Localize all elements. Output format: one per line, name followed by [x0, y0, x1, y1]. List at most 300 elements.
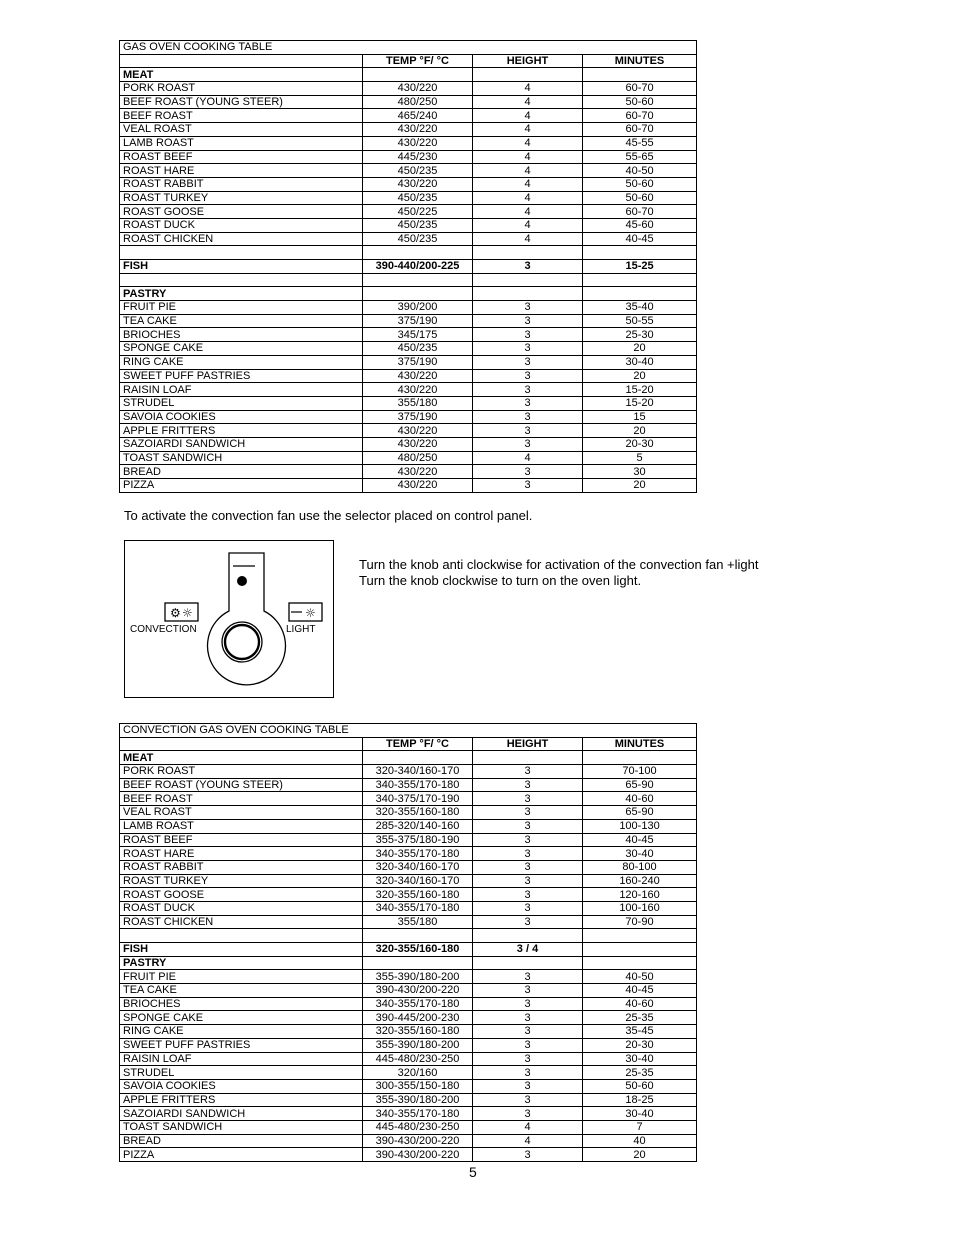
- cell-temp: 430/220: [363, 383, 473, 397]
- table-title: CONVECTION GAS OVEN COOKING TABLE: [120, 724, 697, 738]
- cell-height: 3: [473, 915, 583, 929]
- cell-temp: 390-430/200-220: [363, 984, 473, 998]
- cell-height: 4: [473, 123, 583, 137]
- cell-temp: 320-355/160-180: [363, 943, 473, 957]
- cell-temp: 285-320/140-160: [363, 819, 473, 833]
- cell-temp: 355-375/180-190: [363, 833, 473, 847]
- cell-minutes: 15-20: [583, 383, 697, 397]
- cell-temp: 345/175: [363, 328, 473, 342]
- cell-height: 4: [473, 136, 583, 150]
- cell-height: 3: [473, 1038, 583, 1052]
- header-cell: [120, 737, 363, 751]
- cell-temp: 450/235: [363, 164, 473, 178]
- header-height: HEIGHT: [473, 54, 583, 68]
- cell-temp: 375/190: [363, 314, 473, 328]
- table-row: [120, 1052, 697, 1066]
- cell-height: 3: [473, 369, 583, 383]
- cell-height: 4: [473, 1134, 583, 1148]
- cell-minutes: 40-45: [583, 984, 697, 998]
- cell-height: 3: [473, 355, 583, 369]
- cell-height: 3: [473, 1107, 583, 1121]
- cell-height: 3: [473, 1079, 583, 1093]
- cell-food: ROAST GOOSE: [120, 888, 363, 902]
- light-label: LIGHT: [286, 624, 316, 635]
- cell-temp: 340-355/170-180: [363, 847, 473, 861]
- cell-temp: 465/240: [363, 109, 473, 123]
- cell-minutes: 45-60: [583, 218, 697, 232]
- cell-temp: 430/220: [363, 479, 473, 493]
- svg-text:☼: ☼: [182, 606, 193, 620]
- cell-minutes: 45-55: [583, 136, 697, 150]
- cell-food: SWEET PUFF PASTRIES: [120, 369, 363, 383]
- table-row: [120, 164, 697, 178]
- cell-minutes: 50-60: [583, 1079, 697, 1093]
- table-row: [120, 833, 697, 847]
- table-row: [120, 1079, 697, 1093]
- cell-height: 3: [473, 833, 583, 847]
- header-temp: TEMP °F/ °C: [363, 54, 473, 68]
- cell-height: [473, 246, 583, 260]
- table-row: [120, 1038, 697, 1052]
- cell-food: MEAT: [120, 68, 363, 82]
- svg-text:☼: ☼: [305, 606, 316, 620]
- table-header-row: [120, 737, 697, 751]
- cell-minutes: 50-60: [583, 191, 697, 205]
- cell-temp: 375/190: [363, 410, 473, 424]
- cell-food: ROAST DUCK: [120, 901, 363, 915]
- table-row: [120, 1134, 697, 1148]
- cell-height: 4: [473, 232, 583, 246]
- cell-temp: 320-355/160-180: [363, 888, 473, 902]
- cell-minutes: 25-35: [583, 1066, 697, 1080]
- cell-minutes: 40-45: [583, 833, 697, 847]
- cell-height: 3: [473, 260, 583, 274]
- cell-temp: [363, 287, 473, 301]
- cell-minutes: 20: [583, 424, 697, 438]
- cell-temp: 320-340/160-170: [363, 874, 473, 888]
- cell-height: [473, 287, 583, 301]
- cell-minutes: [583, 751, 697, 765]
- table-row: [120, 342, 697, 356]
- cell-temp: 445/230: [363, 150, 473, 164]
- cell-food: RAISIN LOAF: [120, 383, 363, 397]
- cell-food: SAZOIARDI SANDWICH: [120, 437, 363, 451]
- table-row: [120, 437, 697, 451]
- convection-label: CONVECTION: [130, 624, 197, 635]
- cell-minutes: 20: [583, 1148, 697, 1162]
- cell-minutes: 20-30: [583, 1038, 697, 1052]
- cell-minutes: 35-45: [583, 1025, 697, 1039]
- cell-height: 4: [473, 150, 583, 164]
- table-row: [120, 396, 697, 410]
- convection-instruction: To activate the convection fan use the selector placed on control panel.: [124, 508, 533, 523]
- cell-minutes: [583, 68, 697, 82]
- cell-minutes: 30-40: [583, 355, 697, 369]
- cell-height: 4: [473, 1120, 583, 1134]
- cell-temp: 340-355/170-180: [363, 901, 473, 915]
- cell-food: RING CAKE: [120, 1025, 363, 1039]
- table-row: [120, 765, 697, 779]
- table-row: [120, 95, 697, 109]
- cell-food: ROAST TURKEY: [120, 191, 363, 205]
- cell-food: SWEET PUFF PASTRIES: [120, 1038, 363, 1052]
- cell-food: TEA CAKE: [120, 314, 363, 328]
- cell-food: FISH: [120, 943, 363, 957]
- cell-temp: 450/235: [363, 191, 473, 205]
- cell-height: 3: [473, 479, 583, 493]
- cell-height: 3: [473, 847, 583, 861]
- table-row: [120, 1025, 697, 1039]
- cell-height: 3: [473, 342, 583, 356]
- cell-food: FRUIT PIE: [120, 301, 363, 315]
- cell-temp: [363, 929, 473, 943]
- cell-height: 3: [473, 1011, 583, 1025]
- cell-food: TOAST SANDWICH: [120, 451, 363, 465]
- table-row: [120, 424, 697, 438]
- table-title-row: [120, 41, 697, 55]
- cell-food: ROAST BEEF: [120, 833, 363, 847]
- cell-temp: [363, 273, 473, 287]
- cell-temp: 430/220: [363, 82, 473, 96]
- cell-food: BRIOCHES: [120, 328, 363, 342]
- cell-minutes: 40-50: [583, 970, 697, 984]
- cell-minutes: 30-40: [583, 847, 697, 861]
- cell-minutes: [583, 943, 697, 957]
- cell-height: 4: [473, 95, 583, 109]
- section-row: [120, 751, 697, 765]
- cell-food: [120, 929, 363, 943]
- cell-minutes: 55-65: [583, 150, 697, 164]
- table-row: [120, 1011, 697, 1025]
- cell-height: 3: [473, 792, 583, 806]
- cell-minutes: 15: [583, 410, 697, 424]
- cell-height: 3: [473, 1025, 583, 1039]
- table-row: [120, 369, 697, 383]
- cell-minutes: [583, 287, 697, 301]
- cell-minutes: [583, 929, 697, 943]
- cell-food: ROAST TURKEY: [120, 874, 363, 888]
- table-row: [120, 847, 697, 861]
- table-row: [120, 150, 697, 164]
- cell-minutes: 160-240: [583, 874, 697, 888]
- table-row: [120, 806, 697, 820]
- cell-height: 3: [473, 874, 583, 888]
- cell-height: 4: [473, 82, 583, 96]
- cell-height: 3: [473, 1052, 583, 1066]
- cell-food: [120, 273, 363, 287]
- cell-height: 3: [473, 328, 583, 342]
- cell-food: TOAST SANDWICH: [120, 1120, 363, 1134]
- cell-food: PORK ROAST: [120, 765, 363, 779]
- cell-temp: 450/225: [363, 205, 473, 219]
- cell-minutes: 40-60: [583, 792, 697, 806]
- table-row: [120, 1120, 697, 1134]
- cell-food: SPONGE CAKE: [120, 342, 363, 356]
- table-row: [120, 232, 697, 246]
- cell-minutes: 40-60: [583, 997, 697, 1011]
- cell-temp: 355/180: [363, 915, 473, 929]
- cell-height: [473, 956, 583, 970]
- cell-height: 4: [473, 109, 583, 123]
- cell-minutes: 60-70: [583, 82, 697, 96]
- cell-height: 3: [473, 806, 583, 820]
- knob-selector-icon: [125, 541, 335, 699]
- gas-oven-table-body: [120, 41, 697, 493]
- cell-temp: 340-375/170-190: [363, 792, 473, 806]
- cell-temp: 430/220: [363, 424, 473, 438]
- svg-text:⚙: ⚙: [170, 606, 181, 620]
- cell-food: PIZZA: [120, 1148, 363, 1162]
- table-row: [120, 901, 697, 915]
- cell-minutes: 5: [583, 451, 697, 465]
- cell-temp: 480/250: [363, 451, 473, 465]
- table-row: [120, 191, 697, 205]
- table-row: [120, 1093, 697, 1107]
- table-row: [120, 451, 697, 465]
- table-row: [120, 136, 697, 150]
- cell-food: ROAST RABBIT: [120, 860, 363, 874]
- convection-gas-oven-cooking-table: [119, 723, 697, 1162]
- section-row: [120, 68, 697, 82]
- cell-temp: 430/220: [363, 177, 473, 191]
- cell-food: LAMB ROAST: [120, 136, 363, 150]
- table-row: [120, 1066, 697, 1080]
- cell-food: STRUDEL: [120, 396, 363, 410]
- table-row: [120, 383, 697, 397]
- cell-food: SPONGE CAKE: [120, 1011, 363, 1025]
- cell-height: 3: [473, 1066, 583, 1080]
- cell-food: MEAT: [120, 751, 363, 765]
- cell-minutes: 120-160: [583, 888, 697, 902]
- header-height: HEIGHT: [473, 737, 583, 751]
- cell-food: SAVOIA COOKIES: [120, 1079, 363, 1093]
- cell-food: BREAD: [120, 1134, 363, 1148]
- cell-minutes: 40-45: [583, 232, 697, 246]
- cell-food: SAZOIARDI SANDWICH: [120, 1107, 363, 1121]
- knob-instructions: [359, 557, 759, 589]
- cell-food: ROAST HARE: [120, 164, 363, 178]
- cell-temp: [363, 956, 473, 970]
- cell-height: 3: [473, 465, 583, 479]
- header-temp: TEMP °F/ °C: [363, 737, 473, 751]
- cell-minutes: 65-90: [583, 806, 697, 820]
- cell-temp: 430/220: [363, 465, 473, 479]
- section-row: [120, 260, 697, 274]
- blank-row: [120, 273, 697, 287]
- cell-height: 3: [473, 984, 583, 998]
- cell-food: PASTRY: [120, 287, 363, 301]
- cell-height: 3: [473, 424, 583, 438]
- cell-food: ROAST CHICKEN: [120, 232, 363, 246]
- cell-temp: 445-480/230-250: [363, 1052, 473, 1066]
- cell-height: 3: [473, 901, 583, 915]
- knob-instruction-clockwise: Turn the knob clockwise to turn on the oven light.: [359, 573, 642, 588]
- cell-height: 4: [473, 177, 583, 191]
- table-row: [120, 465, 697, 479]
- page-number: 5: [469, 1164, 477, 1180]
- cell-minutes: 20: [583, 342, 697, 356]
- table-row: [120, 479, 697, 493]
- cell-minutes: 50-60: [583, 177, 697, 191]
- cell-temp: 355/180: [363, 396, 473, 410]
- cell-food: ROAST BEEF: [120, 150, 363, 164]
- cell-temp: [363, 68, 473, 82]
- cell-food: TEA CAKE: [120, 984, 363, 998]
- cell-height: 3: [473, 410, 583, 424]
- cell-minutes: 70-100: [583, 765, 697, 779]
- cell-height: [473, 929, 583, 943]
- cell-height: 3: [473, 888, 583, 902]
- cell-food: [120, 246, 363, 260]
- cell-food: BEEF ROAST (YOUNG STEER): [120, 95, 363, 109]
- table-row: [120, 1107, 697, 1121]
- cell-height: 3: [473, 997, 583, 1011]
- cell-height: 3: [473, 819, 583, 833]
- cell-food: ROAST GOOSE: [120, 205, 363, 219]
- cell-food: RING CAKE: [120, 355, 363, 369]
- cell-height: [473, 751, 583, 765]
- cell-height: 4: [473, 218, 583, 232]
- cell-food: PIZZA: [120, 479, 363, 493]
- cell-height: 3: [473, 970, 583, 984]
- table-row: [120, 984, 697, 998]
- cell-minutes: 20: [583, 369, 697, 383]
- cell-food: ROAST DUCK: [120, 218, 363, 232]
- cell-temp: 355-390/180-200: [363, 970, 473, 984]
- table-row: [120, 109, 697, 123]
- cell-temp: 480/250: [363, 95, 473, 109]
- cell-temp: 320/160: [363, 1066, 473, 1080]
- cell-temp: 430/220: [363, 136, 473, 150]
- cell-height: 3: [473, 1093, 583, 1107]
- convection-table-body: [120, 724, 697, 1162]
- cell-height: 4: [473, 164, 583, 178]
- table-row: [120, 123, 697, 137]
- cell-minutes: 20-30: [583, 437, 697, 451]
- cell-height: [473, 273, 583, 287]
- cell-minutes: 30: [583, 465, 697, 479]
- table-row: [120, 410, 697, 424]
- cell-food: APPLE FRITTERS: [120, 424, 363, 438]
- cell-height: 3: [473, 778, 583, 792]
- table-row: [120, 997, 697, 1011]
- cell-temp: 450/235: [363, 232, 473, 246]
- cell-height: 3: [473, 860, 583, 874]
- cell-minutes: 60-70: [583, 109, 697, 123]
- cell-minutes: 50-55: [583, 314, 697, 328]
- cell-food: FISH: [120, 260, 363, 274]
- table-row: [120, 888, 697, 902]
- cell-minutes: 40-50: [583, 164, 697, 178]
- section-row: [120, 956, 697, 970]
- cell-minutes: 40: [583, 1134, 697, 1148]
- cell-height: 4: [473, 205, 583, 219]
- table-row: [120, 301, 697, 315]
- cell-temp: 390-445/200-230: [363, 1011, 473, 1025]
- table-row: [120, 218, 697, 232]
- cell-food: VEAL ROAST: [120, 806, 363, 820]
- table-title: GAS OVEN COOKING TABLE: [120, 41, 697, 55]
- table-row: [120, 355, 697, 369]
- blank-row: [120, 929, 697, 943]
- cell-food: ROAST RABBIT: [120, 177, 363, 191]
- cell-temp: [363, 246, 473, 260]
- cell-food: PASTRY: [120, 956, 363, 970]
- cell-height: 3: [473, 301, 583, 315]
- cell-food: BEEF ROAST: [120, 109, 363, 123]
- cell-height: [473, 68, 583, 82]
- table-title-row: [120, 724, 697, 738]
- cell-temp: 355-390/180-200: [363, 1093, 473, 1107]
- cell-food: FRUIT PIE: [120, 970, 363, 984]
- cell-temp: 390-440/200-225: [363, 260, 473, 274]
- cell-temp: 390-430/200-220: [363, 1134, 473, 1148]
- cell-minutes: 30-40: [583, 1052, 697, 1066]
- table-header-row: [120, 54, 697, 68]
- cell-height: 3: [473, 314, 583, 328]
- cell-minutes: 30-40: [583, 1107, 697, 1121]
- cell-minutes: 100-130: [583, 819, 697, 833]
- cell-temp: 300-355/150-180: [363, 1079, 473, 1093]
- table-row: [120, 915, 697, 929]
- table-row: [120, 177, 697, 191]
- header-minutes: MINUTES: [583, 54, 697, 68]
- cell-food: ROAST CHICKEN: [120, 915, 363, 929]
- cell-minutes: 60-70: [583, 123, 697, 137]
- cell-minutes: 60-70: [583, 205, 697, 219]
- cell-minutes: 7: [583, 1120, 697, 1134]
- cell-minutes: 18-25: [583, 1093, 697, 1107]
- cell-food: BREAD: [120, 465, 363, 479]
- table-row: [120, 82, 697, 96]
- cell-temp: 445-480/230-250: [363, 1120, 473, 1134]
- cell-food: ROAST HARE: [120, 847, 363, 861]
- cell-minutes: 35-40: [583, 301, 697, 315]
- cell-minutes: 25-30: [583, 328, 697, 342]
- gas-oven-cooking-table: [119, 40, 697, 493]
- table-row: [120, 860, 697, 874]
- cell-temp: 320-355/160-180: [363, 1025, 473, 1039]
- cell-food: STRUDEL: [120, 1066, 363, 1080]
- cell-food: VEAL ROAST: [120, 123, 363, 137]
- cell-temp: 340-355/170-180: [363, 778, 473, 792]
- cell-height: 3: [473, 396, 583, 410]
- cell-height: 3: [473, 1148, 583, 1162]
- cell-temp: 320-340/160-170: [363, 860, 473, 874]
- table-row: [120, 328, 697, 342]
- cell-minutes: 25-35: [583, 1011, 697, 1025]
- cell-food: LAMB ROAST: [120, 819, 363, 833]
- cell-temp: 450/235: [363, 342, 473, 356]
- section-row: [120, 943, 697, 957]
- cell-temp: 320-340/160-170: [363, 765, 473, 779]
- cell-height: 4: [473, 191, 583, 205]
- cell-food: SAVOIA COOKIES: [120, 410, 363, 424]
- header-minutes: MINUTES: [583, 737, 697, 751]
- cell-food: BRIOCHES: [120, 997, 363, 1011]
- cell-minutes: 80-100: [583, 860, 697, 874]
- knob-diagram: [124, 540, 334, 698]
- cell-temp: 340-355/170-180: [363, 1107, 473, 1121]
- cell-height: 3: [473, 765, 583, 779]
- cell-height: 4: [473, 451, 583, 465]
- table-row: [120, 205, 697, 219]
- cell-temp: 390-430/200-220: [363, 1148, 473, 1162]
- table-row: [120, 970, 697, 984]
- cell-height: 3 / 4: [473, 943, 583, 957]
- cell-minutes: 50-60: [583, 95, 697, 109]
- knob-instruction-anticlockwise: Turn the knob anti clockwise for activation of the convection fan +light: [359, 557, 759, 572]
